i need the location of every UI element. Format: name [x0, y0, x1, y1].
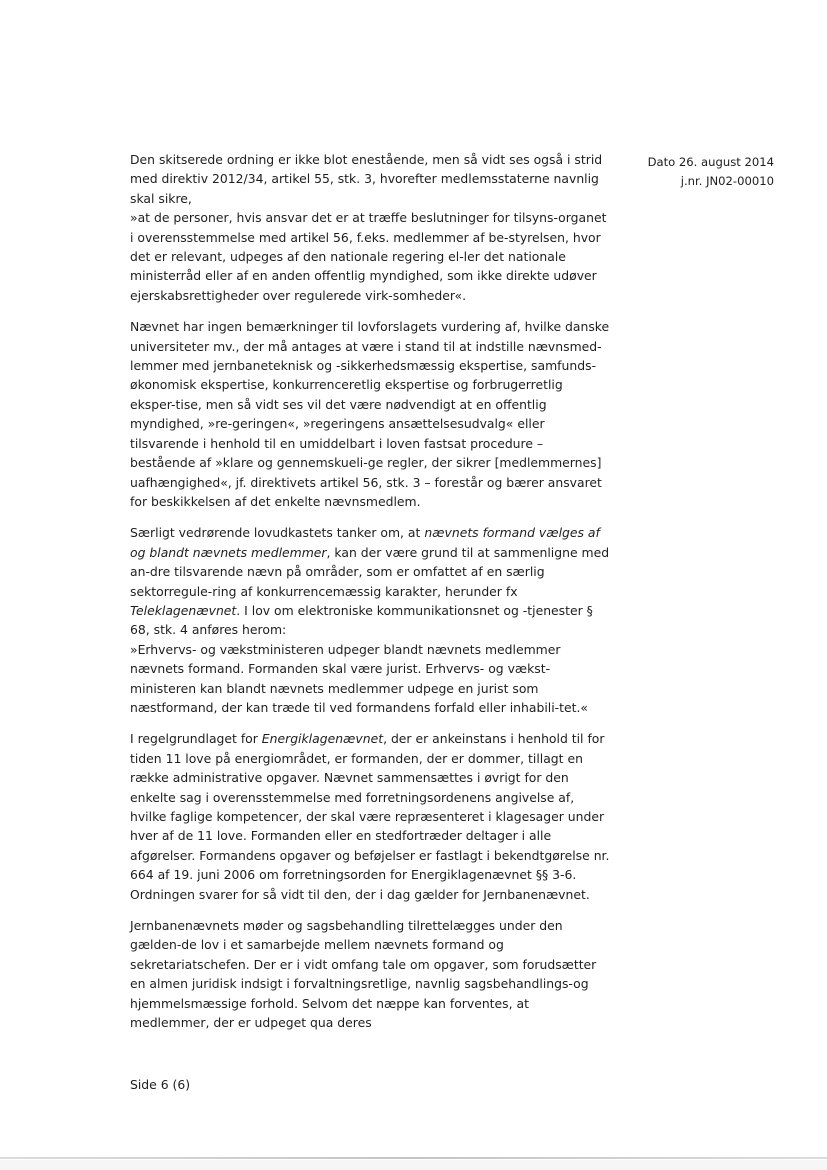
- paragraph-3-text-b: , kan der være grund til at sammenligne med an-dre tilsvarende nævn på områder, som er omfattet af en særlig sektorregule-ring af konkurrencemæssig karakter, herunder fx: [130, 544, 610, 599]
- paragraph-4: [130, 729, 612, 904]
- scan-edge-shadow: [0, 1160, 827, 1170]
- paragraph-3-emphasis: nævnets formand vælges af og blandt nævnets medlemmer: [130, 525, 600, 560]
- quote-law: »Erhvervs- og vækstministeren udpeger blandt nævnets medlemmer nævnets formand. Formanden skal være jurist. Erhvervs- og vækst-ministeren kan blandt nævnets medlemmer udpege en jurist som næstformand, der kan træde til ved formandens forfald eller inhabili-tet.«: [130, 641, 588, 715]
- paragraph-3: [130, 523, 612, 639]
- paragraph-4-text-b: , der er ankeinstans i henhold til for tiden 11 love på energiområdet, er formanden, der er dommer, tillagt en række administrative opgaver. Nævnet sammensættes i øvrigt for den enkelte sag i overensstemmelse med forretningsordenens angivelse af, hvilke faglige kompetencer, der skal være repræsenteret i klagesager under hver af de 11 love. Formanden eller en stedfortræder deltager i alle afgørelser. Formandens opgaver og beføjelser er fastlagt i bekendtgørelse nr. 664 af 19. juni 2006 om forretningsorden for Energiklagenævnet §§ 3-6. Ordningen svarer for så vidt til den, der i dag gælder for Jernbanenævnet.: [130, 731, 610, 902]
- paragraph-5: Jernbanenævnets møder og sagsbehandling tilrettelægges under den gælden-de lov i et samarbejde mellem nævnets formand og sekretariatschefen. Der er i vidt omfang tale om opgaver, som forudsætter en almen juridisk indsigt i forvaltningsretlige, navnlig sagsbehandlings-og hjemmelsmæssige forhold. Selvom det næppe kan forventes, at medlemmer, der er udpeget qua deres: [130, 918, 597, 1031]
- page-number: Side 6 (6): [130, 1077, 191, 1092]
- paragraph-3-emphasis-2: Teleklagenævnet: [130, 602, 237, 618]
- paragraph-2: Nævnet har ingen bemærkninger til lovforslagets vurdering af, hvilke danske universiteter mv., der må antages at være i stand til at indstille nævnsmed-lemmer med jernbaneteknisk og -sikkerhedsmæssig ekspertise, samfunds-økonomisk ekspertise, konkurrenceretlig ekspertise og forbrugerretlig eksper-tise, men så vidt ses vil det være nødvendigt at en offentlig myndighed, »re-geringen«, »regeringens ansættelsesudvalg« eller tilsvarende i henhold til en umiddelbart i loven fastsat procedure – bestående af »klare og gennemskueli-ge regler, der sikrer [medlemmernes] uafhængighed«, jf. direktivets artikel 56, stk. 3 – forestår og bærer ansvaret for beskikkelsen af det enkelte nævnsmedlem.: [130, 319, 610, 509]
- quote-directive: »at de personer, hvis ansvar det er at træffe beslutninger for tilsyns-organet i overensstemmelse med artikel 56, f.eks. medlemmer af be-styrelsen, hvor det er relevant, udpeges af den nationale regering el-ler det nationale ministerråd eller af en anden offentlig myndighed, som ikke direkte udøver ejerskabsrettigheder over regulerede virk-somheder«.: [130, 210, 607, 303]
- document-meta: [648, 153, 774, 191]
- paragraph-3-text-a: Særligt vedrørende lovudkastets tanker om, at: [130, 525, 425, 541]
- paragraph-1: Den skitserede ordning er ikke blot enestående, men så vidt ses også i strid med direktiv 2012/34, artikel 55, stk. 3, hvorefter medlemsstaterne navnlig skal sikre,: [130, 152, 603, 206]
- journal-number: j.nr. JN02-00010: [680, 174, 774, 188]
- paragraph-3-text-c: . I lov om elektroniske kommunikationsnet og -tjenester § 68, stk. 4 anføres herom:: [130, 602, 593, 638]
- paragraph-4-emphasis: Energiklagenævnet: [261, 731, 384, 747]
- date-label: Dato 26. august 2014: [647, 155, 774, 169]
- scan-edge-line: [0, 1157, 827, 1159]
- paragraph-4-text-a: I regelgrundlaget for: [130, 731, 262, 747]
- document-body: [130, 150, 612, 1044]
